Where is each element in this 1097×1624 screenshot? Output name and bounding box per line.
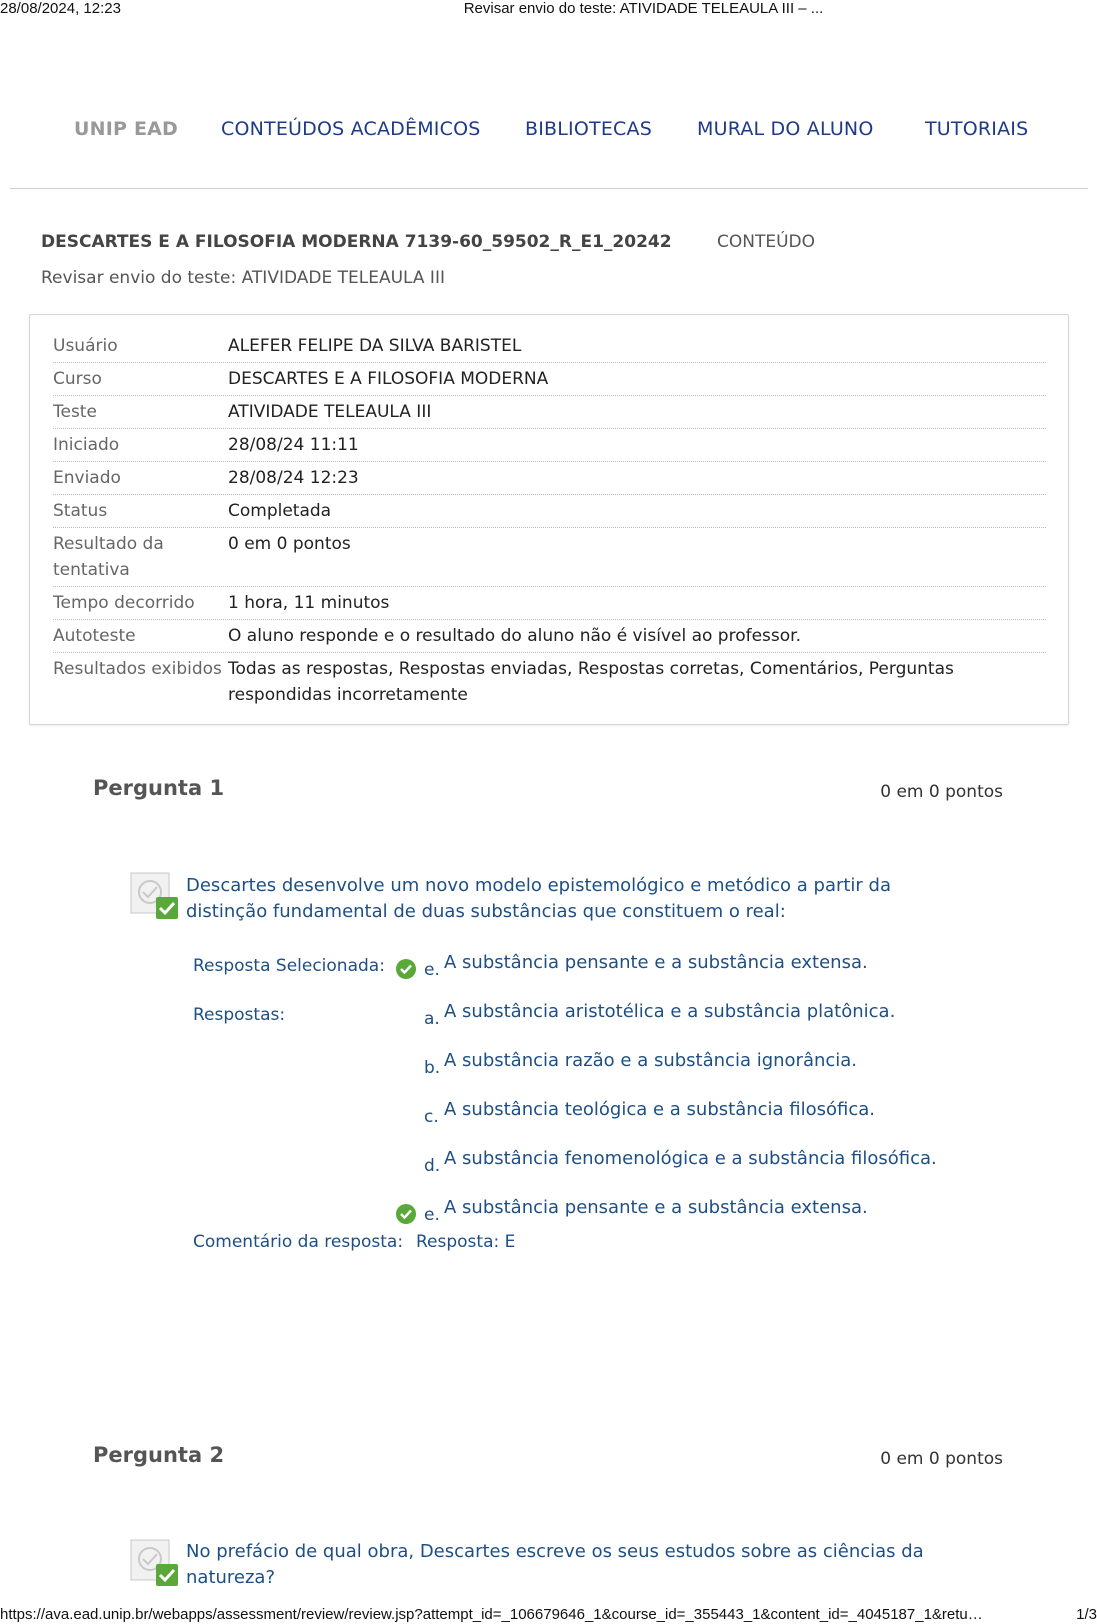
info-row-teste xyxy=(53,399,1046,429)
info-label: Usuário xyxy=(53,336,118,356)
comment-label: Comentário da resposta: xyxy=(193,1232,404,1252)
correct-check-icon xyxy=(396,1204,416,1224)
info-row-iniciado xyxy=(53,432,1046,462)
print-datetime: 28/08/2024, 12:23 xyxy=(0,0,121,17)
question-1-text: Descartes desenvolve um novo modelo epistemológico e metódico a partir da distinção fundamental de duas substâncias que constituem o real: xyxy=(186,875,892,922)
info-label: Autoteste xyxy=(53,626,136,646)
info-row-resultado xyxy=(53,531,1046,587)
answer-text: A substância fenomenológica e a substância filosófica. xyxy=(444,1148,937,1169)
info-value: Todas as respostas, Respostas enviadas, Respostas corretas, Comentários, Perguntas respondidas incorretamente xyxy=(228,659,954,705)
top-navigation xyxy=(0,112,1097,146)
nav-divider xyxy=(10,188,1088,189)
info-value: 28/08/24 12:23 xyxy=(228,468,359,488)
answer-letter: a. xyxy=(424,1009,440,1029)
info-row-autoteste xyxy=(53,623,1046,653)
answer-text: A substância aristotélica e a substância platônica. xyxy=(444,1001,896,1022)
question-1-header: Pergunta 1 xyxy=(93,776,225,800)
answer-text: A substância pensante e a substância extensa. xyxy=(444,1197,868,1218)
info-label: Curso xyxy=(53,369,102,389)
info-value: ATIVIDADE TELEAULA III xyxy=(228,402,432,422)
info-row-enviado xyxy=(53,465,1046,495)
selected-answer-label: Resposta Selecionada: xyxy=(193,956,385,976)
attempt-info-box xyxy=(29,314,1069,725)
comment-value: Resposta: E xyxy=(416,1232,516,1252)
nav-brand[interactable]: UNIP EAD xyxy=(74,118,178,140)
question-2-header: Pergunta 2 xyxy=(93,1443,225,1467)
answer-letter: e. xyxy=(424,1205,440,1225)
nav-mural-do-aluno[interactable]: MURAL DO ALUNO xyxy=(697,118,874,140)
info-row-tempo xyxy=(53,590,1046,620)
info-value: 0 em 0 pontos xyxy=(228,534,351,554)
question-2-text: No prefácio de qual obra, Descartes escreve os seus estudos sobre as ciências da natureza? xyxy=(186,1541,924,1588)
content-link[interactable]: CONTEÚDO xyxy=(717,232,816,252)
info-label: Resultados exibidos xyxy=(53,659,222,679)
info-label: Resultado da tentativa xyxy=(53,534,164,580)
answers-label: Respostas: xyxy=(193,1005,286,1025)
info-label: Status xyxy=(53,501,108,521)
question-2-points: 0 em 0 pontos xyxy=(880,1449,1003,1469)
answer-letter: b. xyxy=(424,1058,441,1078)
nav-conteudos-academicos[interactable]: CONTEÚDOS ACADÊMICOS xyxy=(221,118,481,140)
answer-letter: d. xyxy=(424,1156,441,1176)
print-url: https://ava.ead.unip.br/webapps/assessment/review/review.jsp?attempt_id=_106679646_1&course_id=_355443_1&content_id=_4045187_1&retu… xyxy=(0,1606,983,1623)
info-value: 28/08/24 11:11 xyxy=(228,435,359,455)
answer-letter: c. xyxy=(424,1107,439,1127)
answer-text: A substância razão e a substância ignorância. xyxy=(444,1050,858,1071)
print-header xyxy=(0,0,1097,20)
correct-check-icon xyxy=(396,959,416,979)
info-row-resultados-exibidos xyxy=(53,656,1046,712)
info-value: DESCARTES E A FILOSOFIA MODERNA xyxy=(228,369,549,389)
info-label: Tempo decorrido xyxy=(53,593,195,613)
question-1-points: 0 em 0 pontos xyxy=(880,782,1003,802)
info-value: ALEFER FELIPE DA SILVA BARISTEL xyxy=(228,336,522,356)
info-row-curso xyxy=(53,366,1046,396)
info-row-usuario xyxy=(53,333,1046,363)
info-value: O aluno responde e o resultado do aluno não é visível ao professor. xyxy=(228,626,801,646)
answer-text: A substância pensante e a substância extensa. xyxy=(444,952,868,973)
answer-text: A substância teológica e a substância filosófica. xyxy=(444,1099,876,1120)
nav-tutoriais[interactable]: TUTORIAIS xyxy=(925,118,1029,140)
question-check-icon xyxy=(130,870,180,920)
info-row-status xyxy=(53,498,1046,528)
info-label: Teste xyxy=(53,402,97,422)
info-label: Iniciado xyxy=(53,435,120,455)
course-title[interactable]: DESCARTES E A FILOSOFIA MODERNA 7139-60_59502_R_E1_20242 xyxy=(41,232,672,252)
question-check-icon xyxy=(130,1537,180,1587)
print-title: Revisar envio do teste: ATIVIDADE TELEAULA III – ... xyxy=(463,0,824,17)
page-number: 1/3 xyxy=(1076,1606,1097,1623)
answer-letter: e. xyxy=(424,960,440,980)
info-value: Completada xyxy=(228,501,332,521)
nav-bibliotecas[interactable]: BIBLIOTECAS xyxy=(525,118,652,140)
info-label: Enviado xyxy=(53,468,121,488)
print-footer xyxy=(0,1606,1097,1624)
page-title: Revisar envio do teste: ATIVIDADE TELEAULA III xyxy=(41,268,445,288)
info-value: 1 hora, 11 minutos xyxy=(228,593,390,613)
